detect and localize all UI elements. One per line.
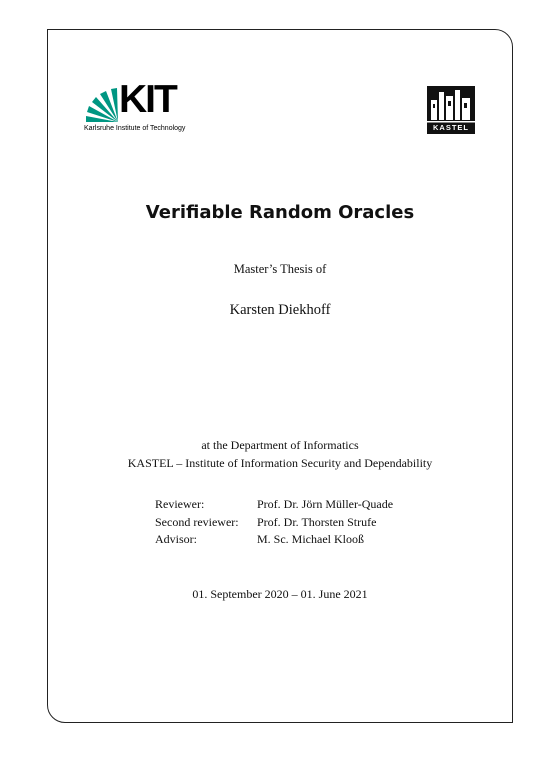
reviewer-table xyxy=(155,496,393,549)
reviewer-role: Reviewer: xyxy=(155,497,205,511)
kit-subtitle: Karlsruhe Institute of Technology xyxy=(84,125,186,132)
reviewer-role: Second reviewer: xyxy=(155,514,239,529)
thesis-type: Master’s Thesis of xyxy=(233,262,327,276)
institute-line: KASTEL – Institute of Information Security and Dependability xyxy=(127,456,433,470)
thesis-title: Verifiable Random Oracles xyxy=(145,202,415,223)
reviewer-row xyxy=(155,531,393,549)
reviewer-row xyxy=(155,496,393,514)
reviewer-role: Advisor: xyxy=(155,532,197,546)
kastel-label: KASTEL xyxy=(433,123,469,132)
reviewer-name: Prof. Dr. Jörn Müller-Quade xyxy=(257,497,394,511)
thesis-period: 01. September 2020 – 01. June 2021 xyxy=(192,587,368,601)
reviewer-row xyxy=(155,514,393,532)
kit-wordmark: KIT xyxy=(119,78,176,121)
department-line: at the Department of Informatics xyxy=(201,438,359,452)
reviewer-name: Prof. Dr. Thorsten Strufe xyxy=(257,514,377,529)
kit-fan-icon xyxy=(84,86,124,126)
reviewer-name: M. Sc. Michael Klooß xyxy=(257,532,364,546)
author-name: Karsten Diekhoff xyxy=(229,302,331,318)
